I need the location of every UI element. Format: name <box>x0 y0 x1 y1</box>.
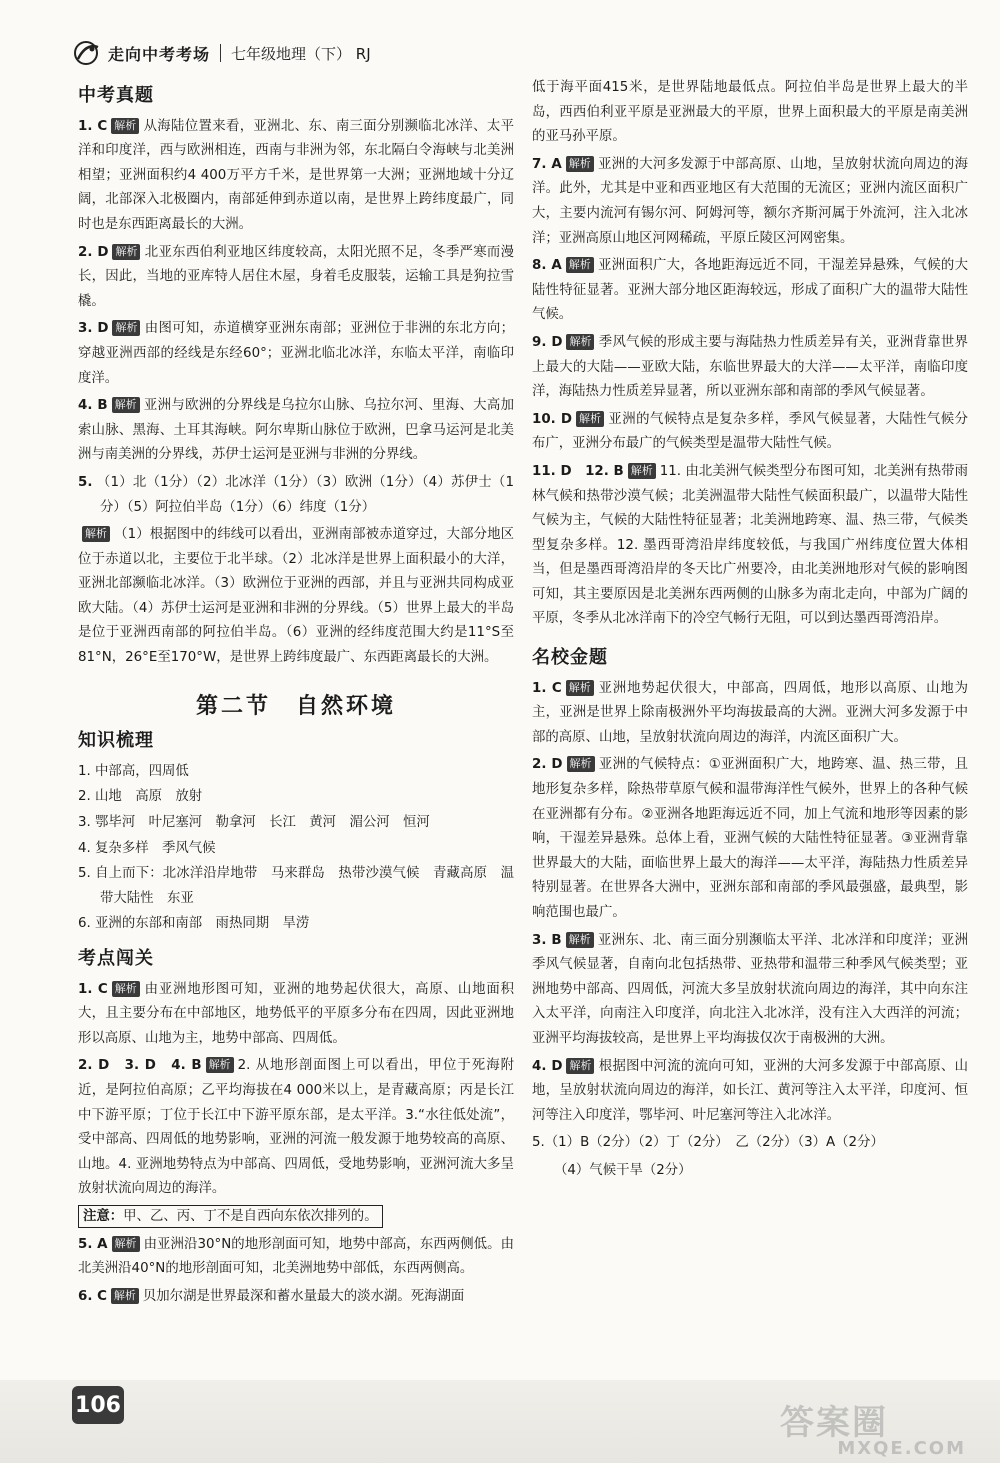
explanation-tag: 解析 <box>566 1058 594 1074</box>
answer-item <box>532 677 968 751</box>
explanation-text: 由亚洲沿30°N的地形剖面可知，地势中部高，东西两侧低。由北美洲沿40°N的地形剖面可知，北美洲地势中部低，东西两侧高。 <box>78 1236 515 1277</box>
explanation-text: 北亚东西伯利亚地区纬度较高，太阳光照不足，冬季严寒而漫长，因此，当地的亚库特人居住木屋，身着毛皮服装，运输工具是狗拉雪橇。 <box>78 244 514 309</box>
explanation-tag: 解析 <box>112 244 140 260</box>
explanation-text: 亚洲的气候特点是复杂多样，季风气候显著，大陆性气候分布广，亚洲分布最广的气候类型是温带大陆性气候。 <box>532 411 969 452</box>
answer-number: 2. D <box>78 244 109 260</box>
answer-list-zhongkao <box>78 115 514 468</box>
explanation-text: （1）根据图中的纬线可以看出，亚洲南部被赤道穿过，大部分地区位于赤道以北，主要位于北半球。（2）北冰洋是世界上面积最小的大洋，亚洲北部濒临北冰洋。（3）欧洲位于亚洲的西部，并且与亚洲共同构成亚欧大陆。（4）苏伊士运河是亚洲和非洲的分界线。（5）世界上最大的半岛是位于亚洲西南部的阿拉伯半岛。（6）亚洲的经纬度范围大约是11°S至81°N，26°E至170°W，是世界上跨纬度最广、东西距离最长的大洲。 <box>78 527 514 666</box>
chapter-title: 第二节 自然环境 <box>195 693 396 719</box>
answer-number: 1. C <box>78 981 108 997</box>
right-column <box>532 76 968 1187</box>
answer-item <box>78 317 514 391</box>
answer-item <box>532 408 968 457</box>
explanation-tag: 解析 <box>566 932 594 948</box>
answer-item <box>78 394 514 468</box>
explanation-tag: 解析 <box>566 156 594 172</box>
answer-number: 5. <box>78 474 93 490</box>
explanation-text: 亚洲的大河多发源于中部高原、山地，呈放射状流向周边的海洋。此外，尤其是中亚和西亚地区有大范围的无流区；亚洲内流区面积广大，主要内流河有锡尔河、阿姆河等，额尔齐斯河属于外流河，注入北冰洋；亚洲高原山地区河网稀疏，平原丘陵区河网密集。 <box>532 156 969 246</box>
explanation-text: 由图可知，赤道横穿亚洲东南部；亚洲位于非洲的东北方向；穿越亚洲西部的经线是东经60°；亚洲北临北冰洋，东临太平洋，南临印度洋。 <box>78 321 514 386</box>
answer-list-kaodian <box>78 978 514 1202</box>
knowledge-item: 4. 复杂多样 季风气候 <box>78 840 216 856</box>
answer-number: 10. D <box>532 411 572 427</box>
explanation-tag: 解析 <box>112 981 140 997</box>
explanation-tag: 解析 <box>112 320 140 336</box>
answer-number: 9. D <box>532 334 563 350</box>
watermark-logo-text: 答案圈 <box>780 1403 888 1443</box>
answer-list-kaodian-2 <box>78 1233 514 1310</box>
answer-number: 4. B <box>78 398 108 414</box>
explanation-tag: 解析 <box>566 680 594 696</box>
answer-text: （1）北（1分）（2）北冰洋（1分）（3）欧洲（1分）（4）苏伊士（1分）（5）阿拉伯半岛（1分）（6）纬度（1分） <box>96 474 514 515</box>
watermark-url: MXQE.COM <box>837 1438 966 1459</box>
explanation-tag: 解析 <box>628 463 656 479</box>
explanation-text: 亚洲与欧洲的分界线是乌拉尔山脉、乌拉尔河、里海、大高加索山脉、黑海、土耳其海峡。阿尔卑斯山脉位于欧洲，巴拿马运河是北美洲与南美洲的分界线，苏伊士运河是亚洲与非洲的分界线。 <box>78 398 514 463</box>
header-divider <box>220 44 221 62</box>
note-row <box>78 1205 514 1230</box>
explanation-item-5 <box>78 523 514 671</box>
answer-item <box>78 1285 514 1310</box>
explanation-tag: 解析 <box>566 334 594 350</box>
explanation-text: 由亚洲地形图可知，亚洲的地势起伏很大，高原、山地面积大，且主要分布在中部地区，地势低平的平原多分布在四周，因此亚洲地形以高原、山地为主，地势中部高、四周低。 <box>78 981 514 1046</box>
explanation-tag: 解析 <box>82 526 110 542</box>
explanation-tag: 解析 <box>567 756 595 772</box>
answer-item <box>532 331 968 405</box>
section-title-kaodian: 考点闯关 <box>78 948 154 969</box>
answer-item-5-right-cont: （4）气候干旱（2分） <box>554 1162 692 1178</box>
page-number: 106 <box>72 1386 124 1424</box>
answer-item <box>532 254 968 328</box>
answer-item <box>532 929 968 1052</box>
answer-number: 2. D <box>532 757 563 773</box>
answer-item <box>78 241 514 315</box>
knowledge-item: 3. 鄂毕河 叶尼塞河 勒拿河 长江 黄河 湄公河 恒河 <box>78 815 430 831</box>
note-label: 注意： <box>83 1208 124 1224</box>
answer-item <box>532 753 968 925</box>
answer-number: 1. C <box>532 680 562 696</box>
explanation-text: 贝加尔湖是世界最深和蓄水量最大的淡水湖。死海湖面 <box>142 1288 465 1304</box>
answer-item-5 <box>78 471 514 520</box>
answer-item <box>78 1233 514 1282</box>
section-title-mingxiao: 名校金题 <box>532 647 608 669</box>
explanation-tag: 解析 <box>576 411 604 427</box>
section-title-zhongkao: 中考真题 <box>78 85 154 106</box>
answer-item-5-right: 5.（1）B（2分）（2）丁（2分） 乙（2分）（3）A（2分） <box>532 1135 884 1151</box>
answer-number: 7. A <box>532 156 562 172</box>
page-header <box>72 38 371 68</box>
explanation-tag: 解析 <box>112 1236 140 1252</box>
note-box <box>78 1205 383 1228</box>
explanation-tag: 解析 <box>112 397 140 413</box>
answer-number: 1. C <box>78 118 108 134</box>
answer-item <box>78 1054 514 1202</box>
explanation-text: 从海陆位置来看，亚洲北、东、南三面分别濒临北冰洋、太平洋和印度洋，西与欧洲相连，西南与非洲为邻，东北隔白令海峡与北美洲相望；亚洲面积约4 400万平方千米，是世界第一大洲；亚洲地域十分辽阔，北部深入北极圈内，南部延伸到赤道以南，是世界上跨纬度最广，同时也是东西距离最长的大洲。 <box>78 118 514 232</box>
left-column <box>78 80 514 1312</box>
explanation-tag: 解析 <box>206 1057 234 1073</box>
explanation-text: 亚洲的气候特点：①亚洲面积广大，地跨寒、温、热三带，且地形复杂多样，除热带草原气候和温带海洋性气候外，世界上的各种气候在亚洲都有分布。②亚洲各地距海远近不同，加上气流和地形等因素的影响，干湿差异悬殊。总体上看，亚洲气候的大陆性特征显著。③亚洲背靠世界最大的大陆，面临世界上最大的海洋——太平洋，海陆热力性质差异特别显著。在世界各大洲中，亚洲东部和南部的季风最强盛，最典型，影响范围也最广。 <box>532 757 968 920</box>
knowledge-item: 5. 自上而下：北冰洋沿岸地带 马来群岛 热带沙漠气候 青藏高原 温带大陆性 东亚 <box>78 866 514 906</box>
answer-list-mingxiao <box>532 677 968 1129</box>
subject-title: 七年级地理（下） RJ <box>231 44 371 63</box>
explanation-text: 亚洲地势起伏很大，中部高，四周低，地形以高原、山地为主，亚洲是世界上除南极洲外平均海拔最高的大洲。亚洲大河多发源于中部的高原、山地，呈放射状流向周边的海洋，内流区面积广大。 <box>532 680 968 745</box>
continued-text: 低于海平面415米，是世界陆地最低点。阿拉伯半岛是世界上最大的半岛，西西伯利亚平原是亚洲最大的平原，世界上面积最大的平原是南美洲的亚马孙平原。 <box>532 80 968 145</box>
logo-icon <box>72 39 102 67</box>
watermark <box>780 1395 970 1459</box>
answer-number: 5. A <box>78 1236 108 1252</box>
answer-number: 4. D <box>532 1058 563 1074</box>
explanation-text: 根据图中河流的流向可知，亚洲的大河多发源于中部高原、山地，呈放射状流向周边的海洋，如长江、黄河等注入太平洋，印度河、恒河等注入印度洋，鄂毕河、叶尼塞河等注入北冰洋。 <box>532 1058 968 1123</box>
explanation-tag: 解析 <box>111 118 139 134</box>
brand-name: 走向中考考场 <box>108 44 211 64</box>
answer-number: 2. D 3. D 4. B <box>78 1058 202 1074</box>
answer-item <box>78 115 514 238</box>
answer-number: 6. C <box>78 1288 107 1304</box>
knowledge-item: 6. 亚洲的东部和南部 雨热同期 旱涝 <box>78 916 310 932</box>
explanation-text: 季风气候的形成主要与海陆热力性质差异有关，亚洲背靠世界上最大的大陆——亚欧大陆，东临世界最大的大洋——太平洋，南临印度洋，海陆热力性质差异显著，所以亚洲东部和南部的季风气候显著。 <box>532 334 968 400</box>
answer-number: 11. D 12. B <box>532 463 624 479</box>
explanation-text: 11. 由北美洲气候类型分布图可知，北美洲有热带雨林气候和热带沙漠气候；北美洲温带大陆性气候面积最广，以温带大陆性气候为主，气候的大陆性特征显著；北美洲地跨寒、温、热三带，气候类型复杂多样。12. 墨西哥湾沿岸纬度较低，与我国广州纬度位置大体相当，但是墨西哥湾沿岸的冬天比广州要冷，由北美洲地形对气候的影响图可知，其主要原因是北美洲东西两侧的山脉多为南北走向，中部为广阔的平原，冬季从北冰洋南下的冷空气畅行无阻，可以到达墨西哥湾沿岸。 <box>532 463 968 627</box>
answer-item <box>532 1055 968 1129</box>
explanation-text: 亚洲东、北、南三面分别濒临太平洋、北冰洋和印度洋；亚洲季风气候显著，自南向北包括热带、亚热带和温带三种季风气候类型；亚洲地势中部高、四周低，河流大多呈放射状流向周边的海洋，其中向东注入太平洋，向南注入印度洋，向北注入北冰洋，没有注入大西洋的河流；亚洲平均海拔较高，是世界上平均海拔仅次于南极洲的大洲。 <box>532 932 968 1046</box>
explanation-tag: 解析 <box>111 1288 139 1304</box>
answer-list-right <box>532 153 968 632</box>
knowledge-item: 2. 山地 高原 放射 <box>78 789 203 805</box>
answer-number: 3. B <box>532 932 562 948</box>
knowledge-list <box>78 760 514 937</box>
answer-number: 8. A <box>532 258 562 274</box>
explanation-text: 2. 从地形剖面图上可以看出，甲位于死海附近，是阿拉伯高原；乙平均海拔在4 000米以上，是青藏高原；丙是长江中下游平原；丁位于长江中下游平原东部，是太平洋。3.“水往低处流”，受中部高、四周低的地势影响，亚洲的河流一般发源于地势较高的高原、山地。4. 亚洲地势特点为中部高、四周低，受地势影响，亚洲河流大多呈放射状流向周边的海洋。 <box>78 1058 514 1197</box>
knowledge-item: 1. 中部高，四周低 <box>78 763 189 779</box>
explanation-tag: 解析 <box>566 257 594 273</box>
note-text: 甲、乙、丙、丁不是自西向东依次排列的。 <box>123 1208 378 1224</box>
answer-number: 3. D <box>78 321 109 337</box>
explanation-text: 亚洲面积广大，各地距海远近不同，干湿差异悬殊，气候的大陆性特征显著。亚洲大部分地区距海较远，形成了面积广大的温带大陆性气候。 <box>532 258 969 323</box>
section-title-zhishi: 知识梳理 <box>78 730 154 752</box>
answer-item <box>78 978 514 1052</box>
answer-item <box>532 153 968 251</box>
answer-item <box>532 460 968 632</box>
